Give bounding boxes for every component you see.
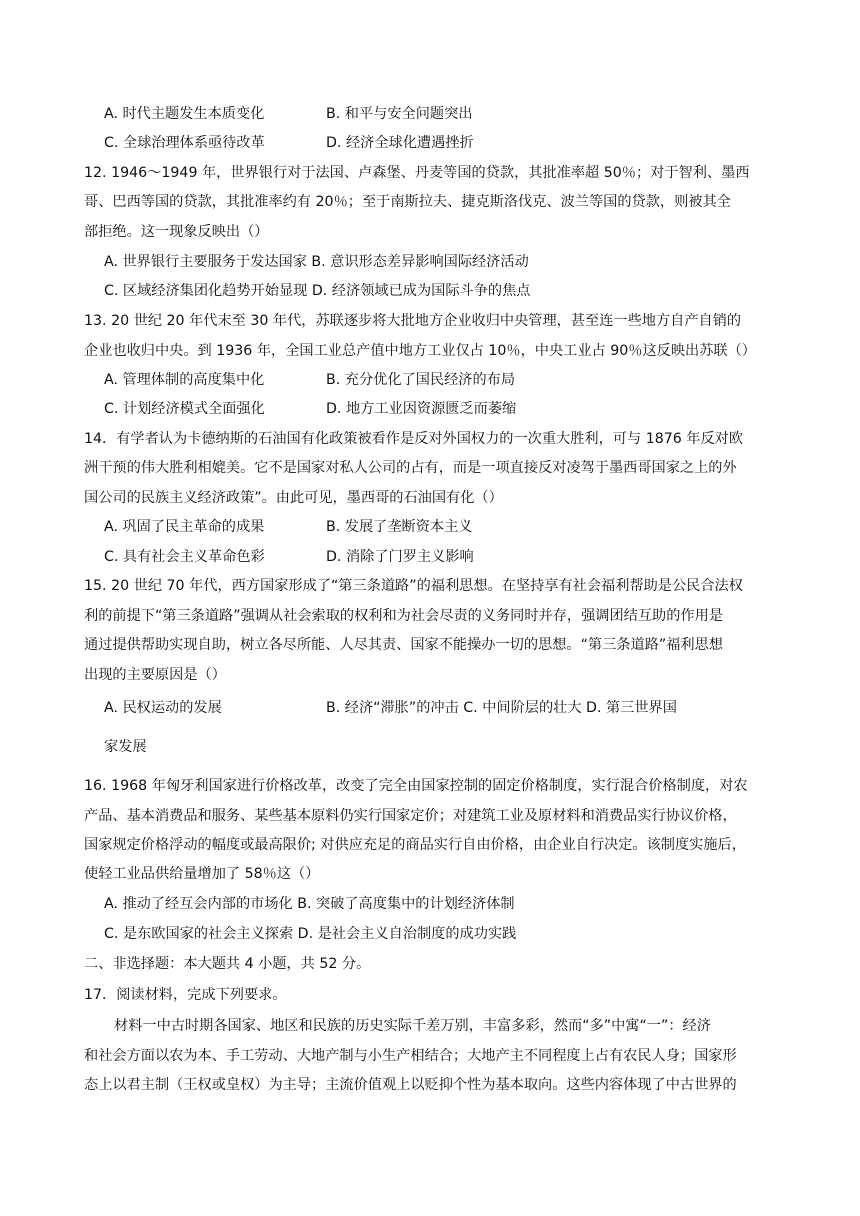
q12-stem-line-3: 部拒绝。这一现象反映出（） [84,224,269,240]
q14-stem-line-1: 14．有学者认为卡德纳斯的石油国有化政策被看作是反对外国权力的一次重大胜利，可与 1876 年反对欧 [84,431,744,447]
q15-stem-line-4: 出现的主要原因是（） [84,667,226,683]
q14-option-b: B. 发展了垄断资本主义 [326,519,473,535]
q13-option-a: A. 管理体制的高度集中化 [104,372,265,388]
q12-stem-line-2: 哥、巴西等国的贷款，其批准率约有 20％；至于南斯拉夫、捷克斯洛伐克、波兰等国的贷款，则被其全 [84,194,731,210]
q14-stem-line-2: 洲干预的伟大胜利相媲美。它不是国家对私人公司的占有，而是一项直接反对凌驾于墨西哥国家之上的外 [84,460,737,476]
q15-stem-line-2: 利的前提下“第三条道路”强调从社会索取的权利和为社会尽责的义务同时并存，强调团结互助的作用是 [84,608,723,624]
q15-option-a: A. 民权运动的发展 [104,700,222,716]
q16-stem-line-1: 16. 1968 年匈牙利国家进行价格改革，改变了完全由国家控制的固定价格制度，实行混合价格制度，对农 [84,778,748,794]
q11-option-d: D. 经济全球化遭遇挫折 [326,135,474,151]
q11-option-b: B. 和平与安全问题突出 [326,106,473,122]
q13-option-c: C. 计划经济模式全面强化 [104,401,265,417]
q13-stem-line-2: 企业也收归中央。到 1936 年，全国工业总产值中地方工业仅占 10％，中央工业占 90％这反映出苏联（） [84,343,756,359]
q16-options-ab: A. 推动了经互会内部的市场化 B. 突破了高度集中的计划经济体制 [104,896,515,912]
section-2-heading: 二、非选择题：本大题共 4 小题，共 52 分。 [84,956,371,972]
q14-option-c: C. 具有社会主义革命色彩 [104,549,265,565]
q12-stem-line-1: 12. 1946～1949 年，世界银行对于法国、卢森堡、丹麦等国的贷款，其批准率超 50％；对于智利、墨西 [84,165,750,181]
q15-stem-line-1: 15. 20 世纪 70 年代，西方国家形成了“第三条道路”的福利思想。在坚持享有社会福利帮助是公民合法权 [84,578,743,594]
q16-stem-line-4: 使轻工业品供给量增加了 58％这（） [84,866,320,882]
q11-option-c: C. 全球治理体系亟待改革 [104,135,265,151]
q15-option-d-wrap: 家发展 [104,739,147,755]
q12-options-ab: A. 世界银行主要服务于发达国家 B. 意识形态差异影响国际经济活动 [104,254,529,270]
q12-options-cd: C. 区域经济集团化趋势开始显现 D. 经济领域已成为国际斗争的焦点 [104,283,531,299]
q11-option-a: A. 时代主题发生本质变化 [104,106,265,122]
q13-stem-line-1: 13. 20 世纪 20 年代末至 30 年代，苏联逐步将大批地方企业收归中央管理，甚至连一些地方自产自销的 [84,313,742,329]
q14-stem-line-3: 国公司的民族主义经济政策”。由此可见，墨西哥的石油国有化（） [84,490,503,506]
q16-stem-line-3: 国家规定价格浮动的幅度或最高限价; 对供应充足的商品实行自由价格，由企业自行决定。该制度实施后， [84,837,746,853]
q15-options-bcd: B. 经济“滞胀”的冲击 C. 中间阶层的壮大 D. 第三世界国 [326,700,677,716]
q17-material-line-2: 和社会方面以农为本、手工劳动、大地产制与小生产相结合；大地产主不同程度上占有农民人身；国家形 [84,1048,737,1064]
q14-option-d: D. 消除了门罗主义影响 [326,549,474,565]
q13-option-d: D. 地方工业因资源匮乏而萎缩 [326,401,517,417]
q16-options-cd: C. 是东欧国家的社会主义探索 D. 是社会主义自治制度的成功实践 [104,926,517,942]
q17-intro: 17．阅读材料，完成下列要求。 [84,987,287,1003]
q17-material-line-1: 材料一中古时期各国家、地区和民族的历史实际千差万别，丰富多彩，然而“多”中寓“一”：经济 [114,1018,711,1034]
q17-material-line-3: 态上以君主制（王权或皇权）为主导；主流价值观上以贬抑个性为基本取向。这些内容体现了中古世界的 [84,1077,737,1093]
q14-option-a: A. 巩固了民主革命的成果 [104,519,265,535]
q13-option-b: B. 充分优化了国民经济的布局 [326,372,516,388]
q15-stem-line-3: 通过提供帮助实现自助，树立各尽所能、人尽其责、国家不能操办一切的思想。“第三条道路”福利思想 [84,637,723,653]
q16-stem-line-2: 产品、基本消费品和服务、某些基本原料仍实行国家定价；对建筑工业及原材料和消费品实行协议价格， [84,808,737,824]
